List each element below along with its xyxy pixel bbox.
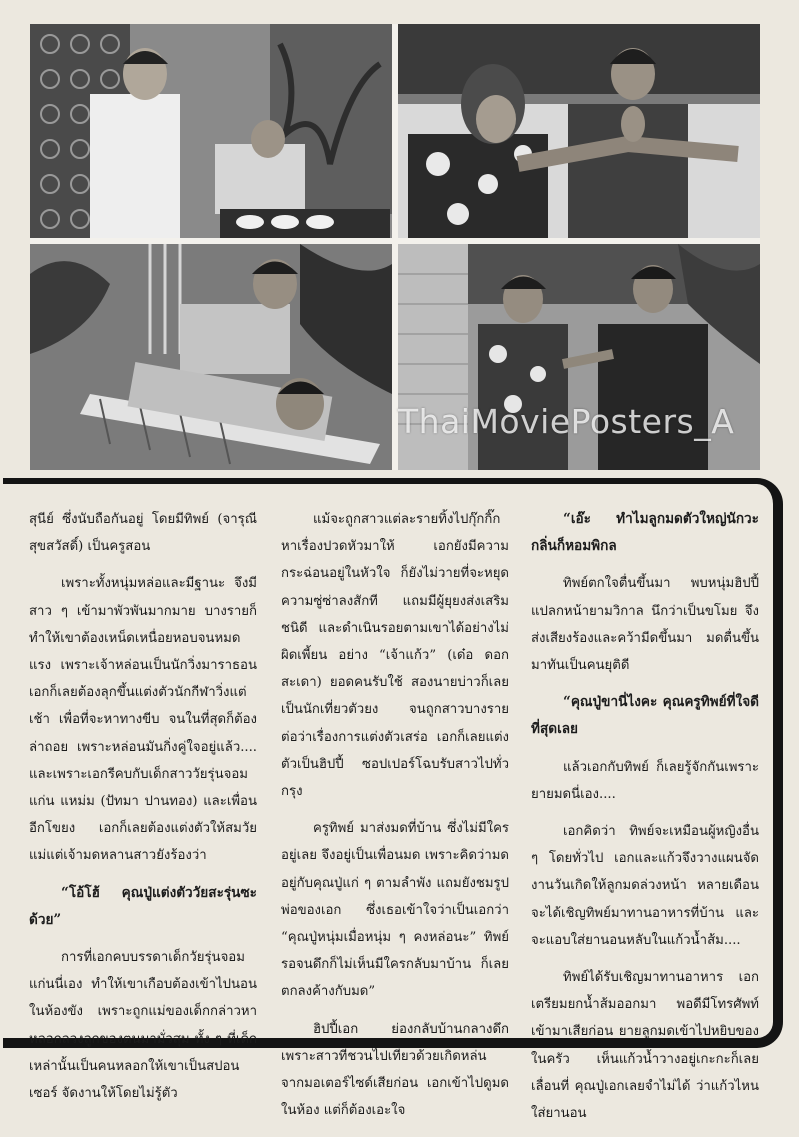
photo-man-giving-massage [30, 244, 392, 470]
quote-paragraph: “เอ๊ะ ทำไมลูกมดตัวใหญ่นักวะ กลิ่นก็หอมพิกล [531, 511, 759, 555]
paragraph: ฮิปปี้เอก ย่องกลับบ้านกลางดึก เพราะสาวที่ชวนไปเที่ยวด้วยเกิดหล่นจากมอเตอร์ไซด์เสียก่อน เอกเข้าไปดูมดในห้อง แต่ก็ต้องเอะใจ [281, 1021, 509, 1119]
quote-paragraph: “โอ้โฮ้ คุณปู่แต่งตัววัยสะรุ่นซะด้วย” [29, 884, 257, 928]
paragraph: เอกคิดว่า ทิพย์จะเหมือนผู้หญิงอื่น ๆ โดยทั่วไป เอกและแก้วจึงวางแผนจัดงานวันเกิดให้ลูกมดล่วงหน้า หลายเดือน จะได้เชิญทิพย์มาทานอาหารที่บ้าน และจะแอบใส่ยานอนหลับในแก้วน้ำส้ม.... [531, 824, 759, 948]
quote-paragraph: “คุณปู่ขานี่ไงคะ คุณครูทิพย์ที่ใจดีที่สุดเลย [531, 694, 759, 738]
photo-top-right-drawing [398, 24, 760, 238]
article-column-1 [29, 506, 257, 1117]
paragraph: ทิพย์ตกใจตื่นขึ้นมา พบหนุ่มฮิปปี้แปลกหน้ายามวิกาล นึกว่าเป็นขโมย จึงส่งเสียงร้องและคว้ามีดขึ้นมา มดตื่นขึ้นมาทันเป็นคนยุติดี [531, 576, 759, 674]
paragraph: สุนีย์ ซึ่งนับถือกันอยู่ โดยมีทิพย์ (จารุณี สุขสวัสดิ์) เป็นครูสอน [29, 512, 257, 555]
photo-man-gesturing-with-seated-man [30, 24, 392, 238]
paragraph: ครูทิพย์ มาส่งมดที่บ้าน ซึ่งไม่มีใครอยู่เลย จึงอยู่เป็นเพื่อนมด เพราะคิดว่ามดอยู่กับคุณปู่แก่ ๆ ตามลำพัง แถมยังชมรูปพ่อของเอก ซึ่งเธอเข้าใจว่าเป็นเอกว่า “คุณปู่หนุ่มเมื่อหนุ่ม ๆ คงหล่อนะ” ทิพย์รอจนดึกก็ไม่เห็นมีใครกลับมาบ้าน ก็เลยตกลงค้างกับมด” [281, 821, 509, 1000]
photo-top-left-drawing [30, 24, 392, 238]
paragraph: แม้จะถูกสาวแต่ละรายทิ้งไปกุ๊กกิ๊กหาเรื่องปวดหัวมาให้ เอกยังมีความกระฉ่อนอยู่ในหัวใจ ก็ยังไม่วายที่จะหยุดความซู่ซ่าลงสักที แถมมีผู้ยุยงส่งเสริมชนิดี และดำเนินรอยตามเขาได้อย่างไม่ผิดเพี้ยน อย่าง “เจ้าแก้ว” (เด๋อ ดอกสะเดา) ยอดคนรับใช้ สองนายบ่าวก็เลยเป็นนักเที่ยวตัวยง จนถูกสาวบางรายต่อว่าเรื่องการแต่งตัวเสร่อ เอกก็เลยแต่งตัวเป็นฮิปปี้ ซอปเปอร์โฉบรับสาวไปทั่วกรุง [281, 512, 509, 800]
paragraph: แล้วเอกกับทิพย์ ก็เลยรู้จักกันเพราะยายมดนี่เอง.... [531, 759, 759, 802]
paragraph: เพราะทั้งหนุ่มหล่อและมีฐานะ จึงมีสาว ๆ เข้ามาพัวพันมากมาย บางรายก็ทำให้เขาต้องเหน็ดเหนื่อยหอบจนหมดแรง เพราะเจ้าหล่อนเป็นนักวิ่งมาราธอน เอกก็เลยต้องลุกขึ้นแต่งตัวนักกีฬาวิ่งแต่เช้า เพื่อที่จะหาทางขีบ จนในที่สุดก็ต้องล่าถอย เพราะหล่อนมันกิ่งคู่ใจอยู่แล้ว.... และเพราะเอกรีคบกับเด็กสาววัยรุ่นจอมแก่น แหม่ม (ปัทมา ปานทอง) และเพื่อนอีกโขยง เอกก็เลยต้องแต่งตัวให้สมวัย แม่แต่เจ้ามดหลานสาวยังร้องว่า [29, 576, 257, 864]
article-column-2 [281, 506, 509, 1134]
photo-two-men-hand-gesture [398, 24, 760, 238]
paragraph: การที่เอกคบบรรดาเด็กวัยรุ่นจอมแก่นนี่เอง ทำให้เขาเกือบต้องเข้าไปนอนในห้องขัง เพราะถูกแม่ของเด็กกล่าวหาหลอกลวงลูกของตนมามั่วสุม ทั้ง ๆ ที่เด็กเหล่านั้นเป็นคนหลอกให้เขาเป็นสปอนเซอร์ จัดงานให้โดยไม่รู้ตัว [29, 950, 257, 1102]
article-body [3, 478, 783, 1122]
watermark: ThaiMoviePosters_A [398, 402, 735, 441]
photo-bottom-left-drawing [30, 244, 392, 470]
paragraph: ทิพย์ได้รับเชิญมาทานอาหาร เอกเตรียมยกน้ำส้มออกมา พอดีมีโทรศัพท์เข้ามาเสียก่อน ยายลูกมดเข้าไปหยิบของในครัว เห็นแก้วน้ำวางอยู่เกะกะก็เลยเลื่อนที่ คุณปู่เอกเลยจำไม่ได้ ว่าแก้วไหนใส่ยานอน [531, 970, 759, 1122]
article-column-3 [531, 506, 759, 1137]
